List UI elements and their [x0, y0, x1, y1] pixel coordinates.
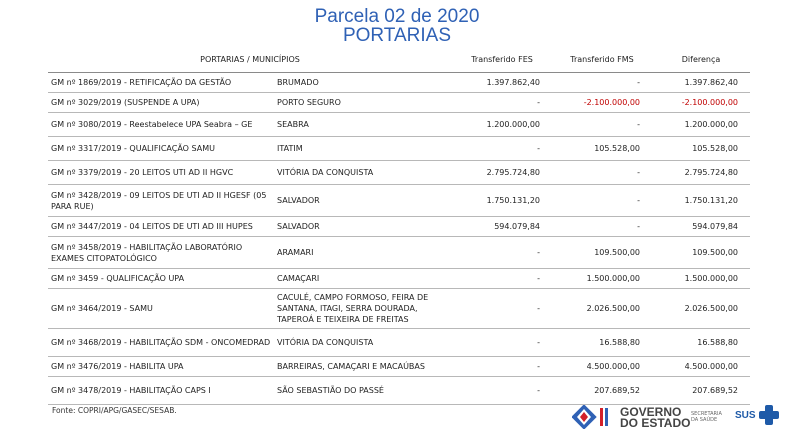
- municipio-cell: CAMAÇARI: [274, 269, 452, 289]
- municipio-cell: SALVADOR: [274, 217, 452, 237]
- fes-value-cell: -: [452, 93, 552, 113]
- page-subtitle: PORTARIAS: [342, 25, 452, 46]
- secretaria-saude-label: SECRETARIA DA SAÚDE: [691, 411, 722, 423]
- fes-value-cell: 1.397.862,40: [452, 73, 552, 93]
- fms-value-cell: 4.500.000,00: [552, 357, 652, 377]
- fes-value-cell: -: [452, 289, 552, 329]
- header-transferido-fes: Transferido FES: [452, 46, 552, 73]
- table-row: [48, 329, 750, 357]
- table-header-row: [48, 46, 750, 73]
- fms-value-cell: 16.588,80: [552, 329, 652, 357]
- table-row: [48, 113, 750, 137]
- portaria-cell: GM nº 3459 - QUALIFICAÇÃO UPA: [48, 269, 274, 289]
- portaria-cell: GM nº 3317/2019 - QUALIFICAÇÃO SAMU: [48, 137, 274, 161]
- fes-value-cell: -: [452, 357, 552, 377]
- fms-value-cell: 105.528,00: [552, 137, 652, 161]
- table-row: [48, 161, 750, 185]
- source-note: Fonte: COPRI/APG/GASEC/SESAB.: [52, 406, 177, 415]
- table-row: [48, 289, 750, 329]
- portaria-cell: GM nº 3464/2019 - SAMU: [48, 289, 274, 329]
- table-row: [48, 73, 750, 93]
- fes-value-cell: 594.079,84: [452, 217, 552, 237]
- diferenca-value-cell: 207.689,52: [652, 377, 750, 405]
- portaria-cell: GM nº 3428/2019 - 09 LEITOS DE UTI AD II HGESF (05 PARA RUE): [48, 185, 274, 217]
- diferenca-value-cell: 16.588,80: [652, 329, 750, 357]
- municipio-cell: BRUMADO: [274, 73, 452, 93]
- sus-logo: [735, 404, 780, 426]
- portaria-cell: GM nº 3478/2019 - HABILITAÇÃO CAPS I: [48, 377, 274, 405]
- diferenca-value-cell: 1.500.000,00: [652, 269, 750, 289]
- portaria-cell: GM nº 3476/2019 - HABILITA UPA: [48, 357, 274, 377]
- municipio-cell: PORTO SEGURO: [274, 93, 452, 113]
- fms-value-cell: 109.500,00: [552, 237, 652, 269]
- portaria-cell: GM nº 3468/2019 - HABILITAÇÃO SDM - ONCOMEDRAD: [48, 329, 274, 357]
- fes-value-cell: 1.200.000,00: [452, 113, 552, 137]
- table-row: [48, 93, 750, 113]
- portaria-cell: GM nº 3029/2019 (SUSPENDE A UPA): [48, 93, 274, 113]
- fes-value-cell: -: [452, 269, 552, 289]
- fes-value-cell: -: [452, 137, 552, 161]
- fes-value-cell: 1.750.131,20: [452, 185, 552, 217]
- table-row: [48, 137, 750, 161]
- fms-value-cell: -: [552, 217, 652, 237]
- governo-bahia-logo-icon: [572, 405, 616, 429]
- diferenca-value-cell: 1.200.000,00: [652, 113, 750, 137]
- diferenca-value-cell: 2.795.724,80: [652, 161, 750, 185]
- table-row: [48, 269, 750, 289]
- fes-value-cell: -: [452, 377, 552, 405]
- table-row: [48, 237, 750, 269]
- diferenca-value-cell: 1.750.131,20: [652, 185, 750, 217]
- diferenca-value-cell: 594.079,84: [652, 217, 750, 237]
- portaria-cell: GM nº 3458/2019 - HABILITAÇÃO LABORATÓRIO EXAMES CITOPATOLÓGICO: [48, 237, 274, 269]
- page-title: Parcela 02 de 2020: [314, 6, 480, 27]
- municipio-cell: ARAMARI: [274, 237, 452, 269]
- municipio-cell: ITATIM: [274, 137, 452, 161]
- sus-label: SUS: [735, 409, 756, 421]
- municipio-cell: VITÓRIA DA CONQUISTA: [274, 329, 452, 357]
- sus-cross-icon: [758, 404, 780, 426]
- fms-value-cell: 1.500.000,00: [552, 269, 652, 289]
- municipio-cell: CACULÉ, CAMPO FORMOSO, FEIRA DE SANTANA, ITAGI, SERRA DOURADA, TAPEROÁ E TEIXEIRA DE FREITAS: [274, 289, 452, 329]
- table-row: [48, 357, 750, 377]
- municipio-cell: VITÓRIA DA CONQUISTA: [274, 161, 452, 185]
- municipio-cell: SALVADOR: [274, 185, 452, 217]
- diferenca-value-cell: 4.500.000,00: [652, 357, 750, 377]
- portaria-cell: GM nº 1869/2019 - RETIFICAÇÃO DA GESTÃO: [48, 73, 274, 93]
- header-diferenca: Diferença: [652, 46, 750, 73]
- fes-value-cell: -: [452, 329, 552, 357]
- fes-value-cell: 2.795.724,80: [452, 161, 552, 185]
- portaria-cell: GM nº 3080/2019 - Reestabelece UPA Seabra – GE: [48, 113, 274, 137]
- municipio-cell: SEABRA: [274, 113, 452, 137]
- municipio-cell: SÃO SEBASTIÃO DO PASSÉ: [274, 377, 452, 405]
- portarias-table: [48, 46, 750, 405]
- header-transferido-fms: Transferido FMS: [552, 46, 652, 73]
- fms-value-cell: -: [552, 73, 652, 93]
- fms-value-cell: 2.026.500,00: [552, 289, 652, 329]
- diferenca-value-cell: 109.500,00: [652, 237, 750, 269]
- portaria-cell: GM nº 3447/2019 - 04 LEITOS DE UTI AD III HUPES: [48, 217, 274, 237]
- table-row: [48, 377, 750, 405]
- portaria-cell: GM nº 3379/2019 - 20 LEITOS UTI AD II HGVC: [48, 161, 274, 185]
- fms-value-cell: 207.689,52: [552, 377, 652, 405]
- diferenca-value-cell: 105.528,00: [652, 137, 750, 161]
- diferenca-value-cell: -2.100.000,00: [652, 93, 750, 113]
- fes-value-cell: -: [452, 237, 552, 269]
- fms-value-cell: -: [552, 113, 652, 137]
- governo-do-estado-wordmark: GOVERNO DO ESTADO: [620, 405, 691, 430]
- fms-value-cell: -: [552, 161, 652, 185]
- fms-value-cell: -: [552, 185, 652, 217]
- fms-value-cell: -2.100.000,00: [552, 93, 652, 113]
- table-row: [48, 185, 750, 217]
- header-portarias-municipios: PORTARIAS / MUNICÍPIOS: [48, 46, 452, 73]
- diferenca-value-cell: 2.026.500,00: [652, 289, 750, 329]
- diferenca-value-cell: 1.397.862,40: [652, 73, 750, 93]
- table-row: [48, 217, 750, 237]
- municipio-cell: BARREIRAS, CAMAÇARI E MACAÚBAS: [274, 357, 452, 377]
